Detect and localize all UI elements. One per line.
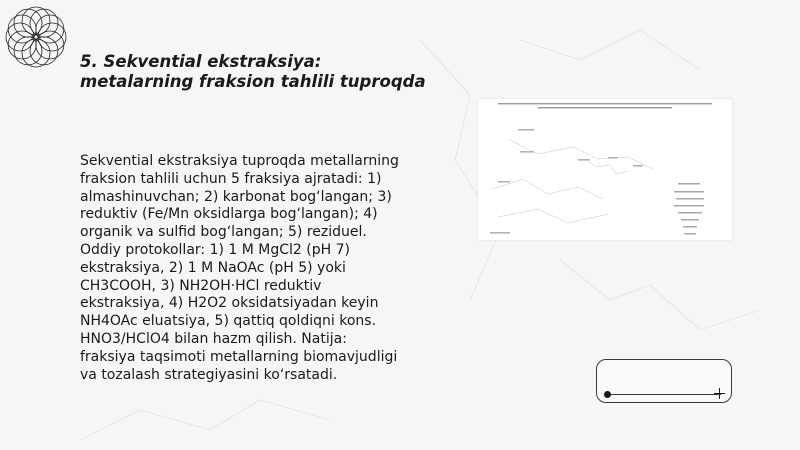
body-line: fraksion tahlili uchun 5 fraksiya ajratadi: 1) [80, 170, 382, 187]
body-line: CH3COOH, 3) NH2OH·HCl reduktiv [80, 277, 322, 294]
body-line: organik va sulfid bog‘langan; 5) reziduel. [80, 224, 367, 241]
title-line-2: metalarning fraksion tahlili tuproqda [80, 72, 426, 91]
diagram-thumbnail [478, 99, 732, 240]
body-line: va tozalash strategiyasini ko‘rsatadi. [80, 366, 338, 383]
body-line: reduktiv (Fe/Mn oksidlarga bog‘langan); 4) [80, 206, 378, 223]
slide-title [80, 52, 460, 92]
diagram-thumbnail-graphic [478, 99, 732, 240]
body-line: Oddiy protokollar: 1) 1 M MgCl2 (pH 7) [80, 241, 350, 258]
plus-icon[interactable] [714, 388, 725, 399]
body-line: Sekvential ekstraksiya tuproqda metallarning [80, 153, 399, 169]
body-line: ekstraksiya, 4) H2O2 oksidatsiyadan keyin [80, 295, 379, 312]
playhead-dot-icon[interactable] [604, 391, 611, 398]
body-line: almashinuvchan; 2) karbonat bog‘langan; 3) [80, 188, 392, 205]
title-line-1: 5. Sekvential ekstraksiya: [80, 52, 322, 71]
spirograph-logo-icon [3, 4, 69, 70]
body-line: fraksiya taqsimoti metallarning biomavjudligi [80, 348, 398, 365]
media-controls [596, 359, 732, 403]
body-line: HNO3/HClO4 bilan hazm qilish. Natija: [80, 330, 347, 347]
body-line: NH4OAc eluatsiya, 5) qattiq qoldiqni kons. [80, 313, 377, 330]
media-progress-track[interactable] [607, 394, 721, 395]
body-line: ekstraksiya, 2) 1 M NaOAc (pH 5) yoki [80, 259, 346, 276]
slide-body [80, 153, 430, 384]
